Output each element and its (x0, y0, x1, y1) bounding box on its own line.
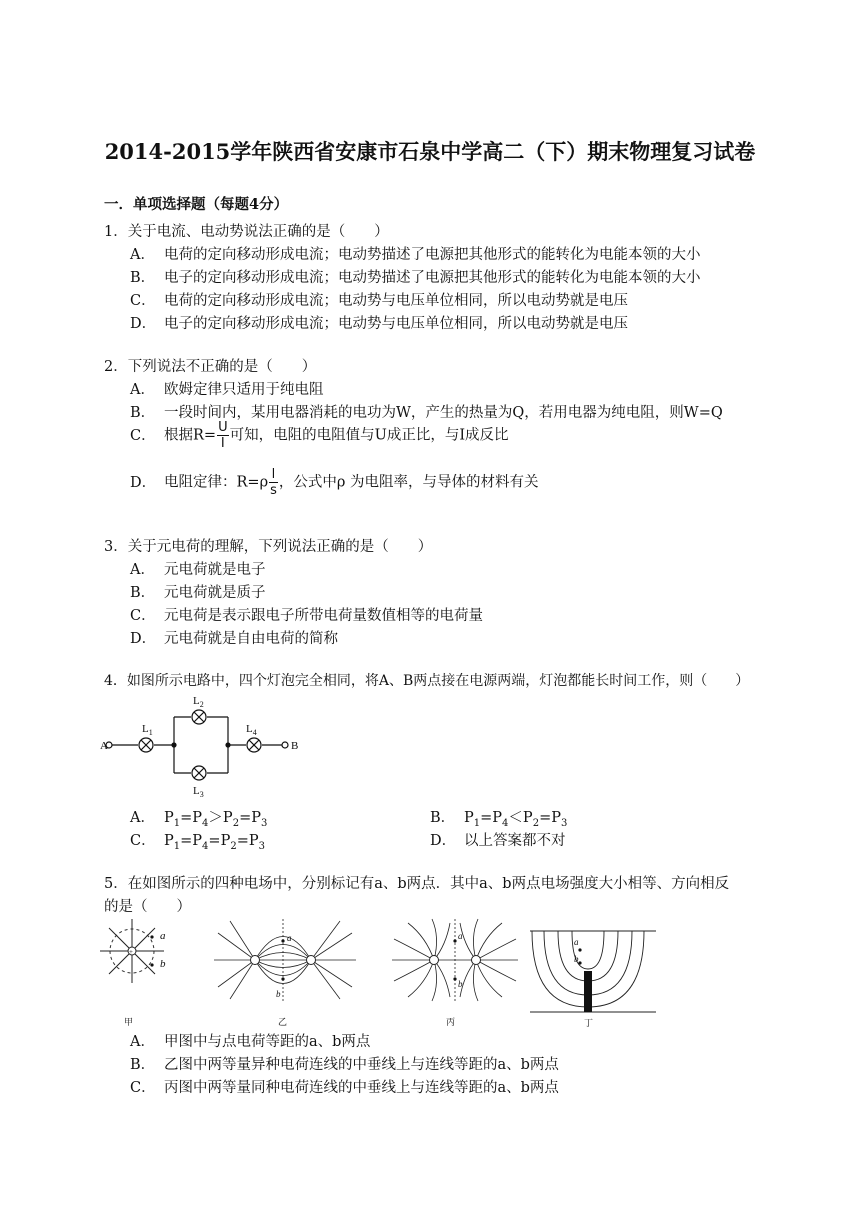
q1-option-a: A． 电荷的定向移动形成电流；电动势描述了电源把其他形式的能转化为电能本领的大小 (130, 247, 701, 263)
q3-option-c: C． 元电荷是表示跟电子所带电荷量数值相等的电荷量 (130, 608, 483, 624)
figure-ding-label: 丁 (584, 1018, 594, 1028)
point-a-label: a (287, 933, 292, 943)
q5-option-c: C． 丙图中两等量同种电荷连线的中垂线上与连线等距的a、b两点 (130, 1080, 559, 1096)
point-a-label: a (574, 937, 579, 947)
page-title: 2014-2015学年陕西省安康市石泉中学高二（下）期末物理复习试卷 (104, 139, 756, 164)
fraction-l-over-s: $\frac{l}{s}$ (270, 467, 277, 498)
figure-bing-label: 丙 (446, 1017, 456, 1027)
figure-yi-label: 乙 (278, 1017, 288, 1027)
section-heading: 一．单项选择题（每题4分） (104, 196, 289, 213)
terminal-a-label: A (100, 740, 108, 752)
q5-stem-line1: 5．在如图所示的四种电场中，分别标记有a、b两点．其中a、b两点电场强度大小相等、方向相反 (104, 876, 730, 892)
junction-dot-left (171, 742, 176, 747)
q3-stem: 3．关于元电荷的理解，下列说法正确的是（ ） (104, 539, 433, 555)
q2-option-c: C． 根据R= $\frac{U}{I}$ 可知，电阻的电阻值与U成正比，与I成反比 (130, 420, 509, 451)
q3-option-b: B． 元电荷就是质子 (130, 585, 266, 601)
q4-option-b: B． $P_1=P_4<P_2=P_3$ (430, 810, 568, 829)
q4-option-d: D． 以上答案都不对 (430, 833, 566, 849)
circuit-diagram (100, 690, 310, 800)
figure-jia-point-charge (100, 915, 180, 1030)
q5-option-b: B． 乙图中两等量异种电荷连线的中垂线上与连线等距的a、b两点 (130, 1057, 559, 1073)
q1-option-b: B． 电子的定向移动形成电流；电动势描述了电源把其他形式的能转化为电能本领的大小 (130, 270, 701, 286)
q4-option-a: A． $P_1=P_4>P_2=P_3$ (130, 810, 268, 829)
q5-stem-line2: 的是（ ） (104, 899, 191, 915)
q4-stem: 4．如图所示电路中，四个灯泡完全相同，将A、B两点接在电源两端，灯泡都能长时间工作，则（ ） (104, 673, 750, 689)
q2-stem: 2．下列说法不正确的是（ ） (104, 359, 317, 375)
q2-option-a: A． 欧姆定律只适用于纯电阻 (130, 382, 324, 398)
svg-text:+: + (129, 948, 133, 956)
junction-dot-right (225, 742, 230, 747)
figure-ding-plate-field (528, 915, 658, 1030)
q3-option-a: A． 元电荷就是电子 (130, 562, 266, 578)
q1-stem: 1．关于电流、电动势说法正确的是（ ） (104, 224, 389, 240)
lamp-l4-label: $L_4$ (246, 723, 257, 737)
point-a-label: a (458, 931, 463, 941)
q4-option-c: C． $P_1=P_4=P_2=P_3$ (130, 833, 265, 852)
point-b-label: b (160, 958, 166, 970)
terminal-b-label: B (291, 740, 299, 752)
q5-option-a: A． 甲图中与点电荷等距的a、b两点 (130, 1034, 371, 1050)
point-b-label: b (458, 979, 463, 989)
lamp-l3-label: $L_3$ (193, 785, 204, 799)
q1-option-d: D． 电子的定向移动形成电流；电动势与电压单位相同，所以电动势就是电压 (130, 316, 628, 332)
q2-option-d: D． 电阻定律：R=ρ $\frac{l}{s}$ ，公式中ρ 为电阻率，与导体的材料有关 (130, 467, 539, 498)
q2-option-b: B． 一段时间内，某用电器消耗的电功为W，产生的热量为Q，若用电器为纯电阻，则W=Q (130, 405, 723, 421)
point-b-label: b (574, 954, 579, 964)
figure-bing-like-charges (390, 915, 520, 1030)
lamp-l1-label: $L_1$ (142, 723, 153, 737)
point-b-label: b (276, 989, 281, 999)
fraction-u-over-i: $\frac{U}{I}$ (218, 420, 228, 451)
point-a-label: a (160, 930, 166, 942)
q1-option-c: C． 电荷的定向移动形成电流；电动势与电压单位相同，所以电动势就是电压 (130, 293, 628, 309)
figure-jia-label: 甲 (124, 1017, 134, 1027)
q3-option-d: D． 元电荷就是自由电荷的简称 (130, 631, 338, 647)
lamp-l2-label: $L_2$ (193, 695, 204, 709)
figure-yi-opposite-charges (210, 915, 360, 1030)
